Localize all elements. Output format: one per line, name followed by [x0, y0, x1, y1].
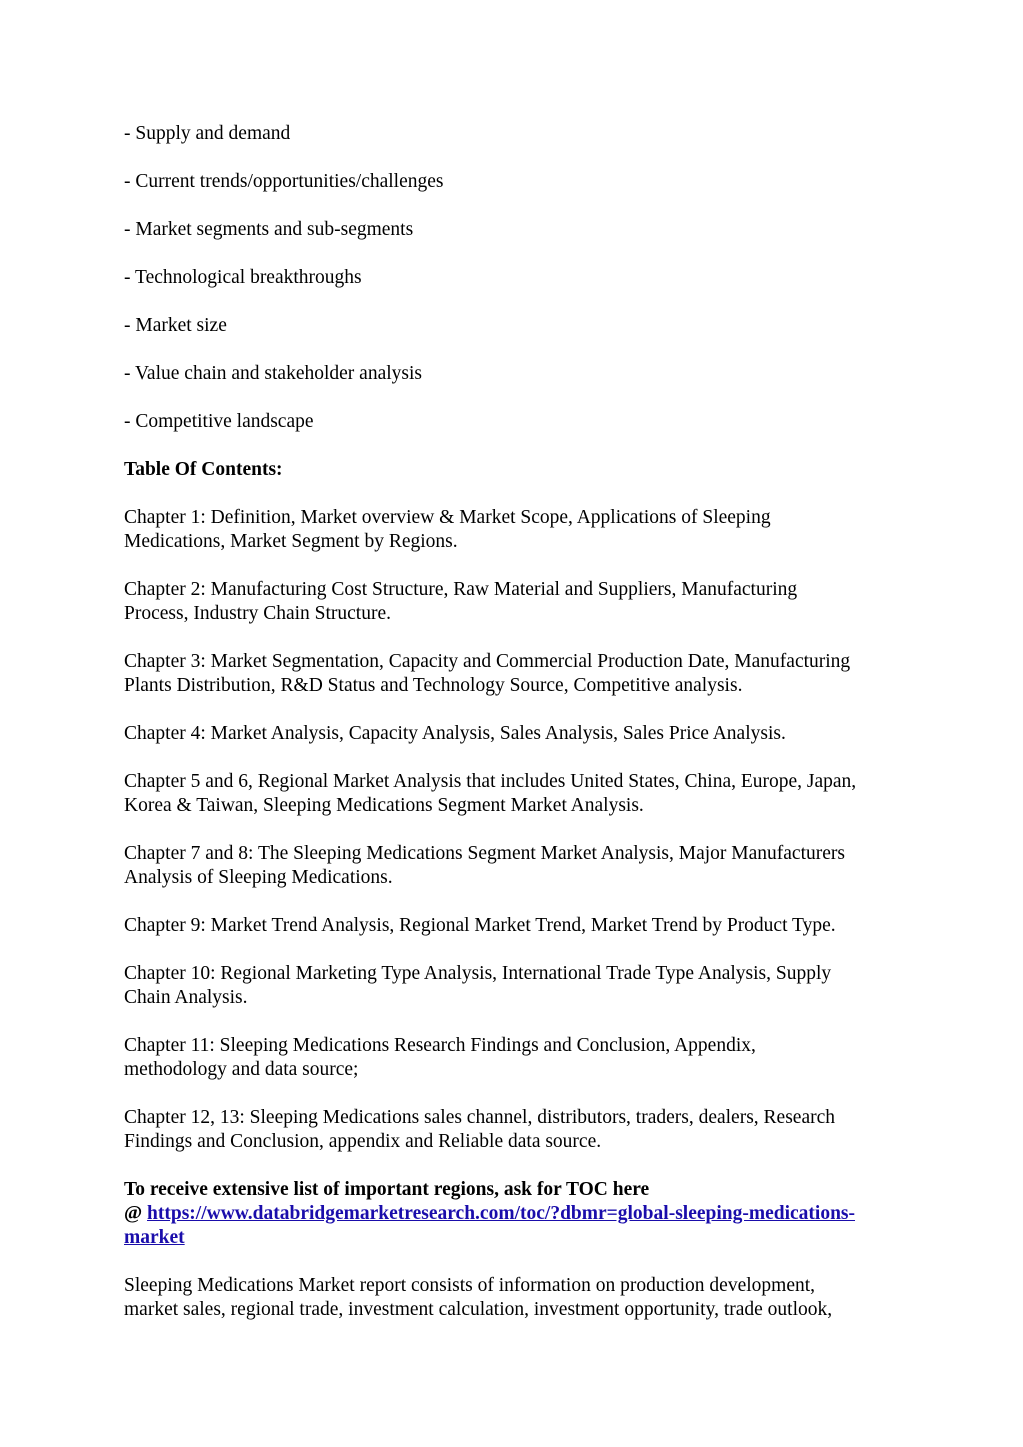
chapter-paragraph — [124, 770, 914, 818]
at-symbol: @ — [124, 1203, 148, 1224]
toc-link-continued[interactable]: market — [124, 1227, 185, 1248]
chapter-line: Findings and Conclusion, appendix and Reliable data source. — [124, 1131, 602, 1152]
chapter-line: Process, Industry Chain Structure. — [124, 603, 392, 624]
list-item: - Market segments and sub-segments — [124, 219, 414, 240]
toc-request-callout — [124, 1178, 914, 1250]
bullet-list — [124, 122, 914, 434]
chapter-list — [124, 506, 914, 1154]
chapter-line: Chapter 12, 13: Sleeping Medications sales channel, distributors, traders, dealers, Research — [124, 1107, 836, 1128]
list-item: - Market size — [124, 315, 227, 336]
chapter-line: Chapter 7 and 8: The Sleeping Medications Segment Market Analysis, Major Manufacturers — [124, 843, 845, 864]
chapter-line: Plants Distribution, R&D Status and Technology Source, Competitive analysis. — [124, 675, 743, 696]
list-item: - Supply and demand — [124, 123, 291, 144]
chapter-line: Chain Analysis. — [124, 987, 248, 1008]
chapter-paragraph — [124, 842, 914, 890]
paragraph-line: market sales, regional trade, investment calculation, investment opportunity, trade outlook, — [124, 1299, 833, 1320]
toc-link[interactable]: https://www.databridgemarketresearch.com/toc/?dbmr=global-sleeping-medications- — [147, 1203, 856, 1224]
chapter-paragraph — [124, 578, 914, 626]
chapter-paragraph — [124, 506, 914, 554]
chapter-line: Chapter 3: Market Segmentation, Capacity and Commercial Production Date, Manufacturing — [124, 651, 851, 672]
toc-heading: Table Of Contents: — [124, 459, 283, 480]
list-item: - Technological breakthroughs — [124, 267, 362, 288]
toc-link-line — [124, 1202, 914, 1226]
chapter-line: Chapter 1: Definition, Market overview & Market Scope, Applications of Sleeping — [124, 507, 771, 528]
chapter-line: Chapter 10: Regional Marketing Type Analysis, International Trade Type Analysis, Supply — [124, 963, 832, 984]
chapter-paragraph — [124, 914, 914, 938]
chapter-line: methodology and data source; — [124, 1059, 359, 1080]
chapter-line: Chapter 4: Market Analysis, Capacity Analysis, Sales Analysis, Sales Price Analysis. — [124, 723, 786, 744]
paragraph-line: Sleeping Medications Market report consists of information on production development, — [124, 1275, 816, 1296]
list-item: - Value chain and stakeholder analysis — [124, 363, 423, 384]
chapter-line: Chapter 2: Manufacturing Cost Structure, Raw Material and Suppliers, Manufacturing — [124, 579, 798, 600]
chapter-line: Korea & Taiwan, Sleeping Medications Segment Market Analysis. — [124, 795, 644, 816]
closing-paragraph — [124, 1274, 914, 1322]
list-item: - Competitive landscape — [124, 411, 314, 432]
document-page — [124, 122, 914, 1322]
chapter-line: Chapter 5 and 6, Regional Market Analysis that includes United States, China, Europe, Japan, — [124, 771, 857, 792]
toc-link-line — [124, 1226, 914, 1250]
chapter-paragraph — [124, 1034, 914, 1082]
chapter-paragraph — [124, 1106, 914, 1154]
chapter-paragraph — [124, 650, 914, 698]
chapter-line: Analysis of Sleeping Medications. — [124, 867, 393, 888]
chapter-paragraph — [124, 722, 914, 746]
chapter-line: Chapter 11: Sleeping Medications Research Findings and Conclusion, Appendix, — [124, 1035, 756, 1056]
list-item: - Current trends/opportunities/challenges — [124, 171, 444, 192]
toc-request-text: To receive extensive list of important regions, ask for TOC here — [124, 1179, 650, 1200]
chapter-paragraph — [124, 962, 914, 1010]
chapter-line: Chapter 9: Market Trend Analysis, Regional Market Trend, Market Trend by Product Type. — [124, 915, 836, 936]
chapter-line: Medications, Market Segment by Regions. — [124, 531, 458, 552]
